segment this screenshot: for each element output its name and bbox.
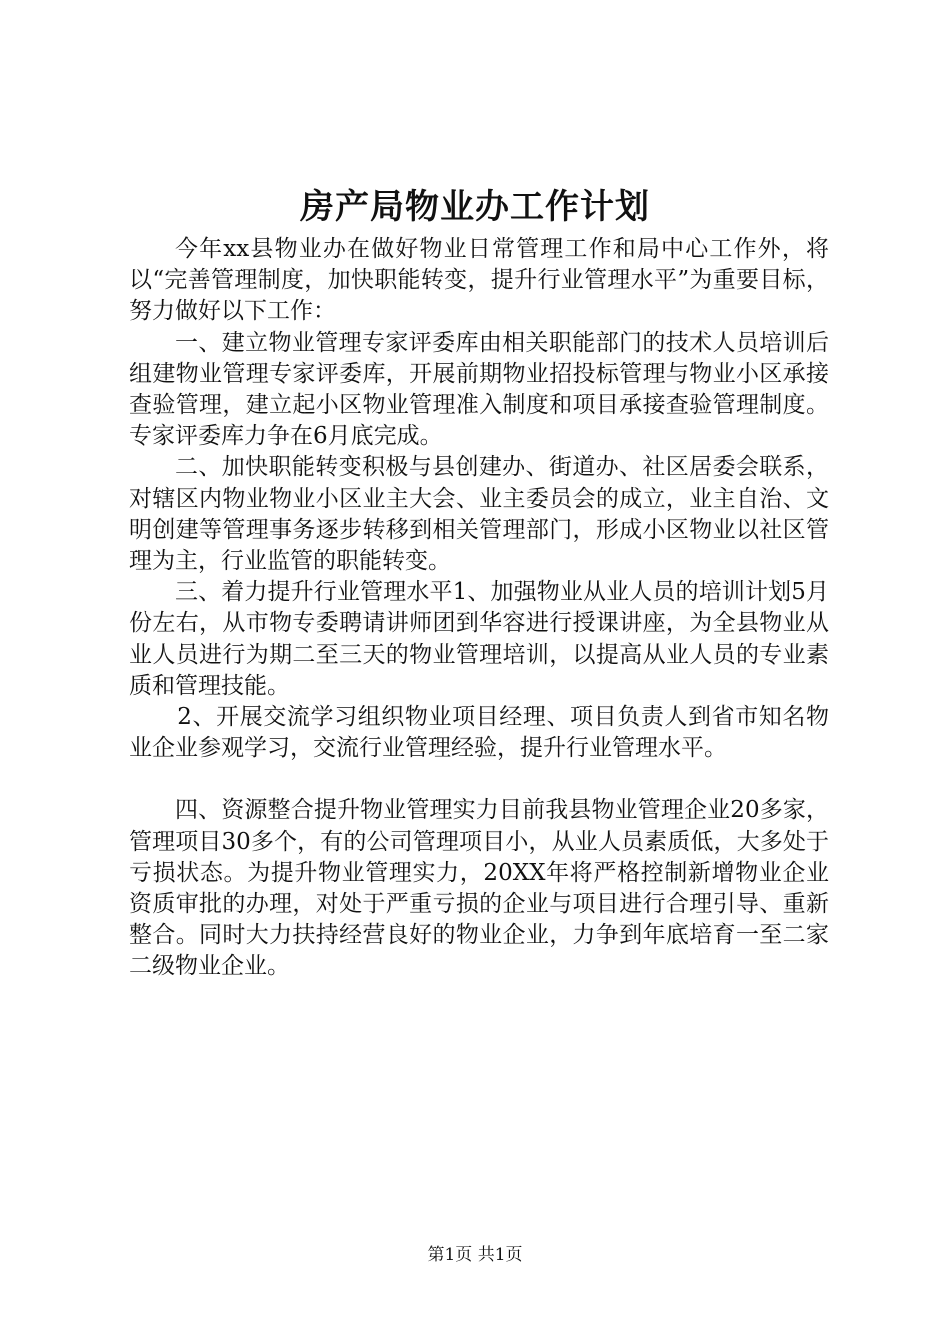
document-title: 房产局物业办工作计划 xyxy=(300,187,650,227)
paragraph-section-4: 四、资源整合提升物业管理实力目前我县物业管理企业20多家，管理项目30多个，有的公司管理项目小，从业人员素质低，大多处于亏损状态。为提升物业管理实力，20XX年将严格控制新增物业企业资质审批的办理，对处于严重亏损的企业与项目进行合理引导、重新整合。同时大力扶持经营良好的物业企业，力争到年底培育一至二家二级物业企业。 xyxy=(129,797,829,980)
paragraph-section-3: 三、着力提升行业管理水平1、加强物业从业人员的培训计划5月份左右，从市物专委聘请讲师团到华容进行授课讲座，为全县物业从业人员进行为期二至三天的物业管理培训，以提高从业人员的专业素质和管理技能。 xyxy=(129,579,829,699)
paragraph-section-2: 二、加快职能转变积极与县创建办、街道办、社区居委会联系，对辖区内物业物业小区业主大会、业主委员会的成立，业主自治、文明创建等管理事务逐步转移到相关管理部门，形成小区物业以社区管理为主，行业监管的职能转变。 xyxy=(129,454,829,575)
paragraph-section-1: 一、建立物业管理专家评委库由相关职能部门的技术人员培训后组建物业管理专家评委库，开展前期物业招投标管理与物业小区承接查验管理，建立起小区物业管理准入制度和项目承接查验管理制度。专家评委库力争在6月底完成。 xyxy=(129,329,829,450)
page-footer: 第1页 共1页 xyxy=(427,1245,523,1265)
document-body xyxy=(129,234,829,983)
paragraph-section-3-item-2: 2、开展交流学习组织物业项目经理、项目负责人到省市知名物业企业参观学习，交流行业管理经验，提升行业管理水平。 xyxy=(129,704,829,762)
paragraph-intro: 今年xx县物业办在做好物业日常管理工作和局中心工作外，将以“完善管理制度，加快职能转变，提升行业管理水平”为重要目标，努力做好以下工作： xyxy=(129,236,829,325)
